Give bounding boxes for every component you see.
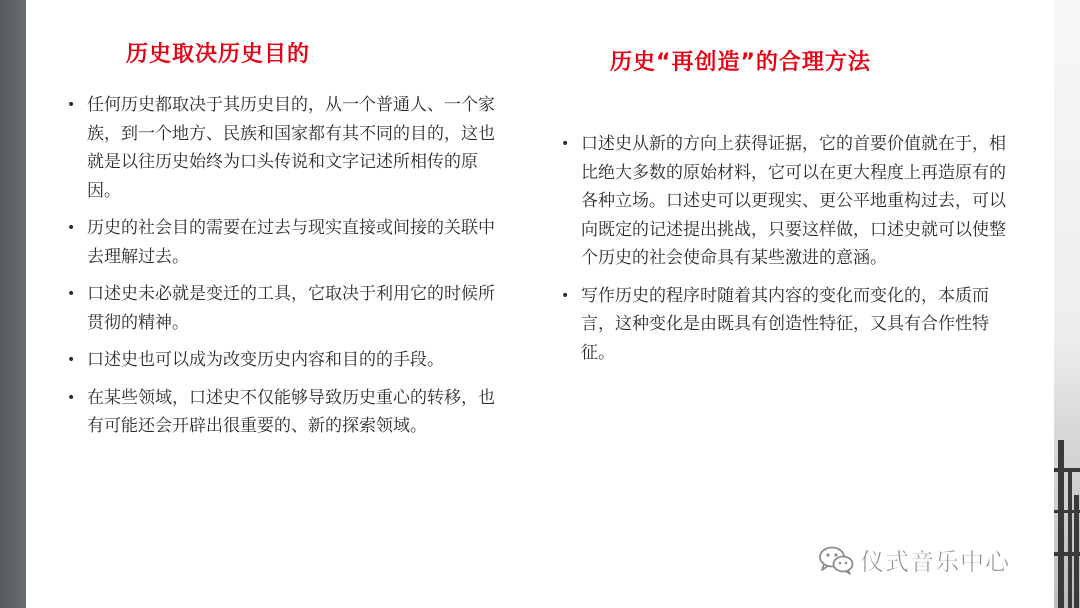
bullet-text: 口述史也可以成为改变历史内容和目的的手段。 — [87, 350, 444, 370]
list-item — [67, 91, 505, 205]
bullet-text: 口述史从新的方向上获得证据，它的首要价值就在于，相比绝大多数的原始材料，它可以在更大程度上再造原有的各种立场。口述史可以更现实、更公平地重构过去，可以向既定的记述提出挑战，只要这样做，口述史就可以使整个历史的社会使命具有某些激进的意涵。 — [581, 134, 1006, 268]
list-item — [67, 384, 505, 441]
watermark-text: 仪式音乐中心 — [860, 548, 1010, 576]
list-item — [67, 346, 505, 375]
bullet-text: 历史的社会目的需要在过去与现实直接或间接的关联中去理解过去。 — [87, 218, 495, 267]
bullet-icon: • — [67, 389, 76, 406]
list-item — [67, 280, 505, 337]
wechat-icon — [818, 545, 854, 575]
bullet-text: 写作历史的程序时随着其内容的变化而变化的，本质而言，这种变化是由既具有创造性特征，又具有合作性特征。 — [581, 285, 989, 363]
bullet-text: 任何历史都取决于其历史目的，从一个普通人、一个家族，到一个地方、民族和国家都有其不同的目的，这也就是以往历史始终为口头传说和文字记述所相传的原因。 — [87, 95, 495, 201]
bullet-icon: • — [67, 286, 76, 302]
bullet-icon: • — [67, 352, 76, 368]
list-item — [561, 130, 1013, 273]
bullet-icon: • — [561, 136, 570, 152]
slide — [26, 0, 1054, 608]
bullet-icon: • — [67, 220, 76, 236]
left-column-title: 历史取决历史目的 — [126, 42, 311, 67]
list-item — [561, 282, 1013, 368]
right-bullet-list — [561, 130, 1013, 376]
bullet-text: 口述史未必就是变迁的工具，它取决于利用它的时候所贯彻的精神。 — [87, 284, 495, 333]
left-frame-band — [0, 0, 26, 608]
bullet-icon: • — [561, 287, 570, 304]
watermark — [818, 542, 1010, 577]
left-bullet-list — [67, 91, 505, 450]
right-column-title: 历史“再创造”的合理方法 — [610, 50, 871, 75]
list-item — [67, 214, 505, 271]
bullet-icon: • — [67, 97, 76, 113]
right-frame-photo — [1054, 0, 1080, 608]
bullet-text: 在某些领域，口述史不仅能够导致历史重心的转移，也有可能还会开辟出很重要的、新的探索领域。 — [87, 387, 495, 436]
